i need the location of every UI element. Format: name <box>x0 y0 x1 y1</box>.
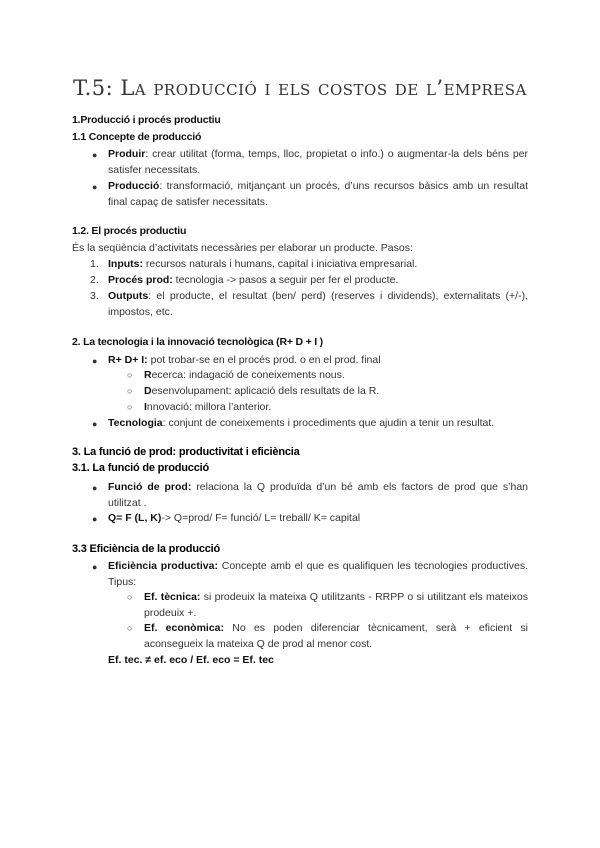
term: Funció de prod: <box>108 481 192 493</box>
list-number: 2. <box>90 274 99 286</box>
definition: : conjunt de coneixements i procediments que ajudin a tenir un resultat. <box>162 417 495 429</box>
sub-list-item <box>144 383 524 399</box>
definition: : transformació, mitjançant un procés, d’uns recursos bàsics amb un resultat final capaç de satisfer necessitats. <box>108 180 528 208</box>
bullet: ● <box>92 514 98 524</box>
page-title: T.5: La producció i els costos de l’empresa <box>73 76 527 100</box>
list-item <box>108 479 528 511</box>
sub-bullet: ○ <box>127 592 133 602</box>
section-2-heading: 2. La tecnologia i la innovació tecnològica (R+ D + I ) <box>72 336 323 348</box>
definition: esenvolupament: aplicació dels resultats de la R. <box>151 385 380 397</box>
list-item <box>108 558 528 590</box>
sub-list-item <box>144 367 524 383</box>
list-item <box>108 272 528 288</box>
definition: relaciona la Q produïda d’un bé amb els factors de prod que s’han utilitzat . <box>108 481 528 509</box>
term: Q= F (L, K) <box>108 512 162 524</box>
definition: : el producte, el resultat (ben/ perd) (reserves i dividends), externalitats (+/-), impostos, etc. <box>108 290 528 318</box>
list-number: 3. <box>90 290 99 302</box>
sub-bullet: ○ <box>127 370 133 380</box>
definition: nnovació: millora l’anterior. <box>146 401 272 413</box>
sub-list-item <box>144 620 528 652</box>
sub-bullet: ○ <box>127 402 133 412</box>
list-item <box>108 510 528 526</box>
list-item <box>108 415 528 431</box>
term: Outputs <box>108 290 149 302</box>
term: Tecnologia <box>108 417 163 429</box>
section-1-2-heading: 1.2. El procés productiu <box>72 225 187 237</box>
sub-bullet: ○ <box>127 623 133 633</box>
definition: si prodeuix la mateixa Q utilitzants - RRPP o si utilitzant els mateixos prodeuix +. <box>144 591 528 619</box>
bullet: ● <box>92 562 98 572</box>
bullet: ● <box>92 419 98 429</box>
formula: Ef. tec. ≠ ef. eco / Ef. eco = Ef. tec <box>108 654 274 666</box>
section-3-heading: 3. La funció de prod: productivitat i eficiència <box>72 446 300 458</box>
term: Ef. tècnica: <box>144 591 201 603</box>
initial: I <box>144 401 147 413</box>
term: Producció <box>108 180 160 192</box>
bullet: ● <box>92 356 98 366</box>
definition: : crear utilitat (forma, temps, lloc, propietat o info.) o augmentar-la dels béns per satisfer necessitats. <box>108 148 528 176</box>
list-item <box>108 352 528 368</box>
term: Inputs: <box>108 258 143 270</box>
section-intro: És la seqüència d’activitats necessàries per elaborar un producte. Pasos: <box>72 242 413 254</box>
bullet: ● <box>92 182 98 192</box>
definition: No es poden diferenciar tècnicament, serà + eficient si aconsegueix la mateixa Q de prod al menor cost. <box>144 622 528 650</box>
definition: pot trobar-se en el procés prod. o en el prod. final <box>147 354 381 366</box>
section-1-1-heading: 1.1 Concepte de producció <box>72 131 202 143</box>
bullet: ● <box>92 150 98 160</box>
definition: Concepte amb el que es qualifiquen les tecnologies productives. Tipus: <box>108 560 528 588</box>
term: R+ D+ I: <box>108 354 148 366</box>
term: Eficiència productiva: <box>108 560 218 572</box>
term: Procés prod: <box>108 274 173 286</box>
initial: D <box>144 385 152 397</box>
sub-list-item <box>144 589 528 621</box>
sub-list-item <box>144 399 524 415</box>
section-3-3-heading: 3.3 Eficiència de la producció <box>72 543 221 555</box>
definition: ecerca: indagació de coneixements nous. <box>151 369 345 381</box>
definition: tecnologia -> pasos a seguir per fer el producte. <box>172 274 399 286</box>
initial: R <box>144 369 152 381</box>
sub-bullet: ○ <box>127 386 133 396</box>
definition: -> Q=prod/ F= funció/ L= treball/ K= capital <box>161 512 361 524</box>
list-number: 1. <box>90 258 99 270</box>
section-1-heading: 1.Producció i procés productiu <box>72 114 221 126</box>
list-item <box>108 256 528 272</box>
list-item <box>108 178 528 210</box>
definition: recursos naturals i humans, capital i iniciativa empresarial. <box>143 258 418 270</box>
section-3-1-heading: 3.1. La funció de producció <box>72 462 210 474</box>
list-item <box>108 288 528 320</box>
bullet: ● <box>92 483 98 493</box>
list-item <box>108 146 528 178</box>
term: Produir <box>108 148 146 160</box>
term: Ef. econòmica: <box>144 622 225 634</box>
